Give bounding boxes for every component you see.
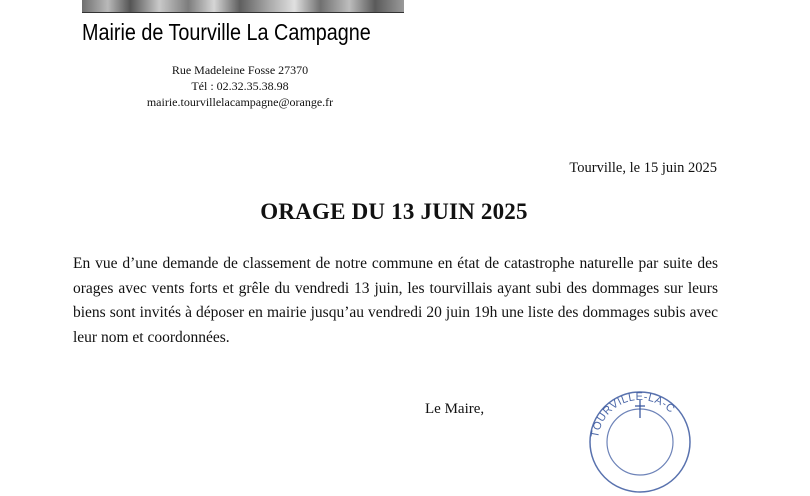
email-address: mairie.tourvillelacampagne@orange.fr <box>146 95 334 109</box>
street-address: Rue Madeleine Fosse 27370 <box>171 63 309 77</box>
address-block <box>100 62 380 110</box>
mairie-title: Mairie de Tourville La Campagne <box>82 19 371 45</box>
svg-text:TOURVILLE-LA-C: TOURVILLE-LA-C <box>589 390 678 439</box>
document-title: ORAGE DU 13 JUIN 2025 <box>260 199 528 224</box>
mairie-seal-stamp <box>586 388 694 496</box>
body-paragraph: En vue d’une demande de classement de notre commune en état de catastrophe naturelle par suite des orages avec vents forts et grêle du vendredi 13 juin, les tourvillais ayant subi des dommages sur leurs biens sont invités à déposer en mairie jusqu’au vendredi 20 juin 19h une liste des dommages subis avec leur nom et coordonnées. <box>73 255 718 346</box>
date-line: Tourville, le 15 juin 2025 <box>569 160 717 176</box>
phone-number: Tél : 02.32.35.38.98 <box>191 79 289 93</box>
header-photo-strip <box>82 0 404 13</box>
signature-label: Le Maire, <box>425 401 485 417</box>
